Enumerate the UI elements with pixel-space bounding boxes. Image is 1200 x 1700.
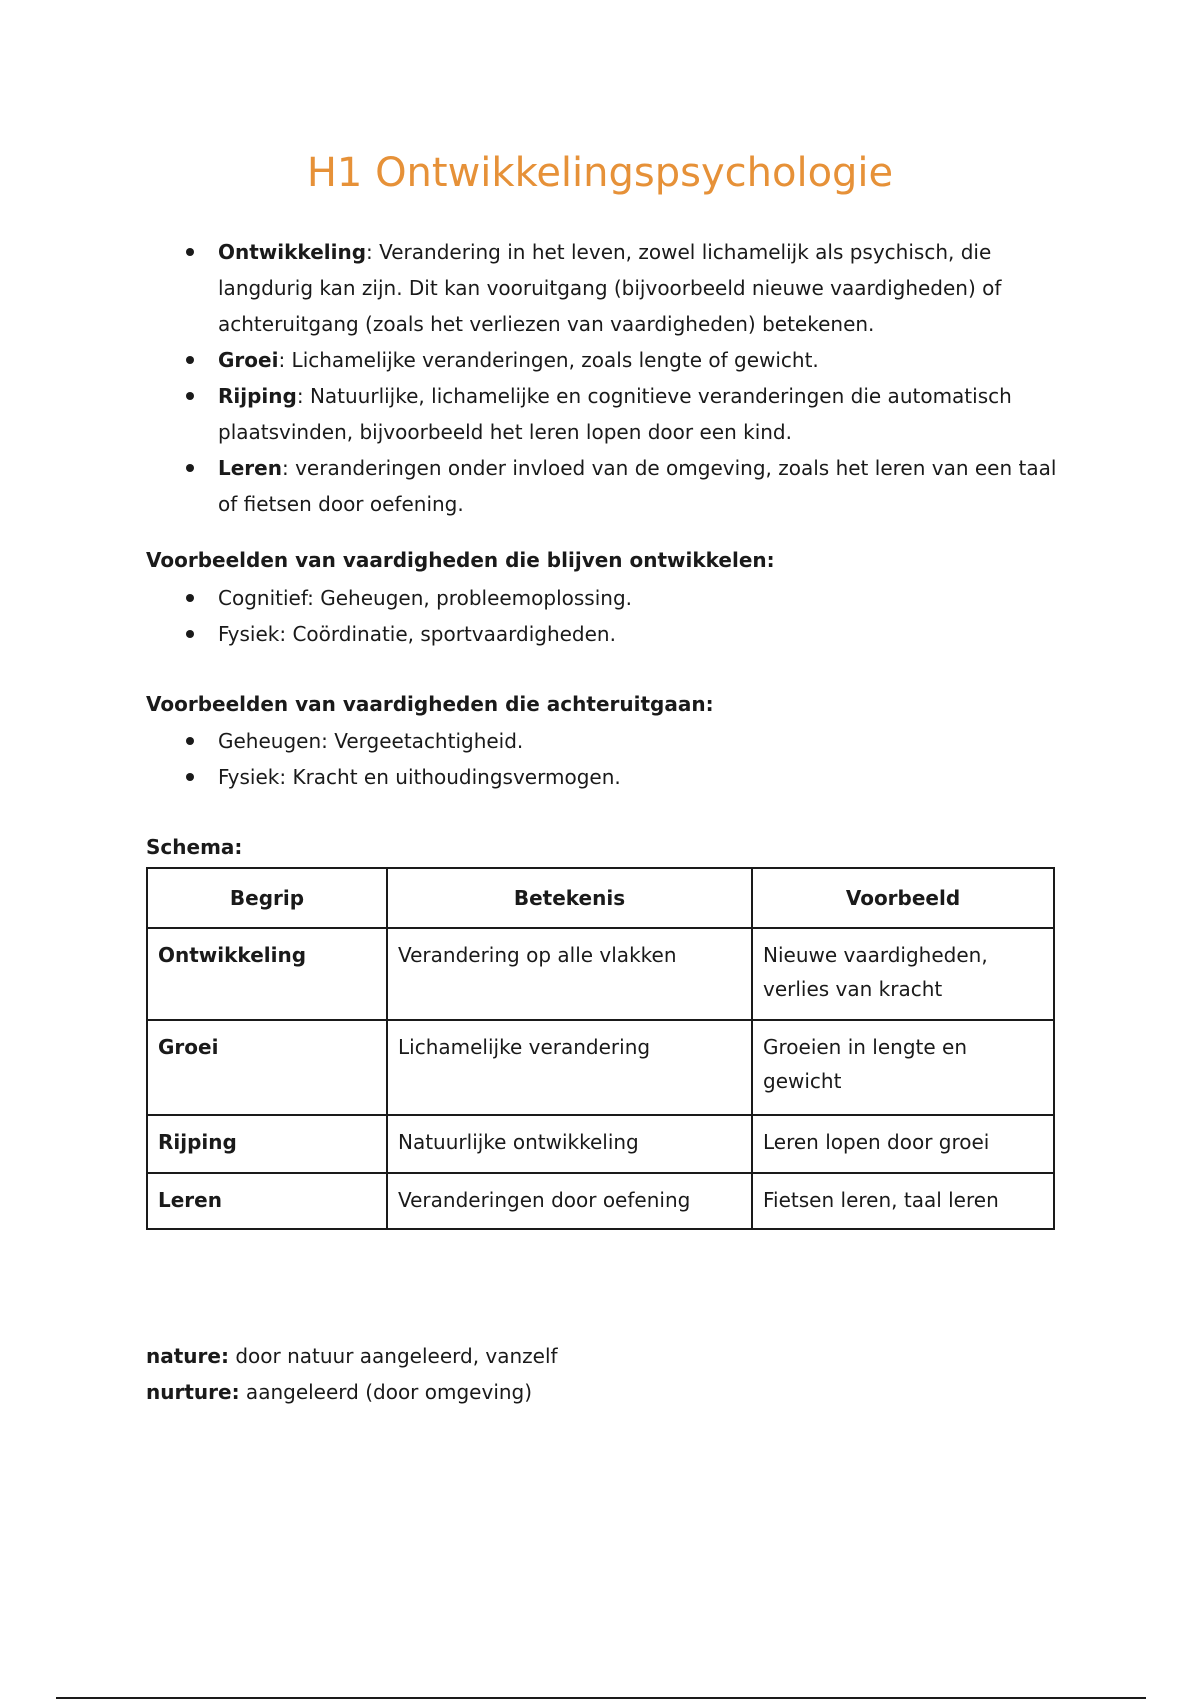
table-row — [147, 1020, 1054, 1115]
bottom-rule — [56, 1697, 1146, 1699]
table-cell: Veranderingen door oefening — [387, 1173, 752, 1229]
definitions-list — [218, 234, 1078, 522]
list-item — [218, 342, 1078, 378]
column-header: Voorbeeld — [752, 868, 1054, 928]
list-item: Geheugen: Vergeetachtigheid. — [218, 723, 1078, 759]
table-cell: Groeien in lengte en gewicht — [752, 1020, 1054, 1115]
list-item — [218, 378, 1078, 450]
table-cell: Ontwikkeling — [147, 928, 387, 1020]
table-row — [147, 1115, 1054, 1173]
list-item — [218, 450, 1078, 522]
definition-text: : Lichamelijke veranderingen, zoals lengte of gewicht. — [278, 348, 819, 372]
schema-table — [146, 867, 1055, 1230]
table-cell: Verandering op alle vlakken — [387, 928, 752, 1020]
table-cell: Natuurlijke ontwikkeling — [387, 1115, 752, 1173]
page-title: H1 Ontwikkelingspsychologie — [306, 150, 894, 196]
table-cell: Rijping — [147, 1115, 387, 1173]
definition-text: : Natuurlijke, lichamelijke en cognitieve veranderingen die automatisch plaatsvinden, bijvoorbeeld het leren lopen door een kind. — [218, 384, 1012, 444]
definition-term: Groei — [218, 348, 279, 372]
decline-heading: Voorbeelden van vaardigheden die achteruitgaan: — [146, 692, 714, 716]
column-header: Begrip — [147, 868, 387, 928]
list-item: Fysiek: Kracht en uithoudingsvermogen. — [218, 759, 1078, 795]
definition-text: : Verandering in het leven, zowel lichamelijk als psychisch, die langdurig kan zijn. Dit kan vooruitgang (bijvoorbeeld nieuwe vaardigheden) of achteruitgang (zoals het verliezen van vaardigheden) betekenen. — [218, 240, 1002, 336]
table-row — [147, 1173, 1054, 1229]
develop-list — [218, 580, 1078, 652]
list-item: Cognitief: Geheugen, probleemoplossing. — [218, 580, 1078, 616]
definition-term: Ontwikkeling — [218, 240, 367, 264]
table-cell: Fietsen leren, taal leren — [752, 1173, 1054, 1229]
table-row — [147, 928, 1054, 1020]
nurture-line — [146, 1374, 532, 1410]
nature-line — [146, 1338, 558, 1374]
develop-heading: Voorbeelden van vaardigheden die blijven ontwikkelen: — [146, 548, 775, 572]
definition-term: Rijping — [218, 384, 297, 408]
table-header-row — [147, 868, 1054, 928]
table-cell: Nieuwe vaardigheden, verlies van kracht — [752, 928, 1054, 1020]
column-header: Betekenis — [387, 868, 752, 928]
table-cell: Leren lopen door groei — [752, 1115, 1054, 1173]
list-item: Fysiek: Coördinatie, sportvaardigheden. — [218, 616, 1078, 652]
definition-text: : veranderingen onder invloed van de omgeving, zoals het leren van een taal of fietsen door oefening. — [218, 456, 1057, 516]
nurture-term: nurture: — [146, 1380, 240, 1404]
nature-text: door natuur aangeleerd, vanzelf — [228, 1344, 558, 1368]
table-cell: Lichamelijke verandering — [387, 1020, 752, 1115]
table-cell: Leren — [147, 1173, 387, 1229]
nurture-text: aangeleerd (door omgeving) — [239, 1380, 533, 1404]
nature-term: nature: — [146, 1344, 229, 1368]
schema-label: Schema: — [146, 835, 243, 859]
list-item — [218, 234, 1078, 342]
definition-term: Leren — [218, 456, 282, 480]
decline-list — [218, 723, 1078, 795]
table-cell: Groei — [147, 1020, 387, 1115]
